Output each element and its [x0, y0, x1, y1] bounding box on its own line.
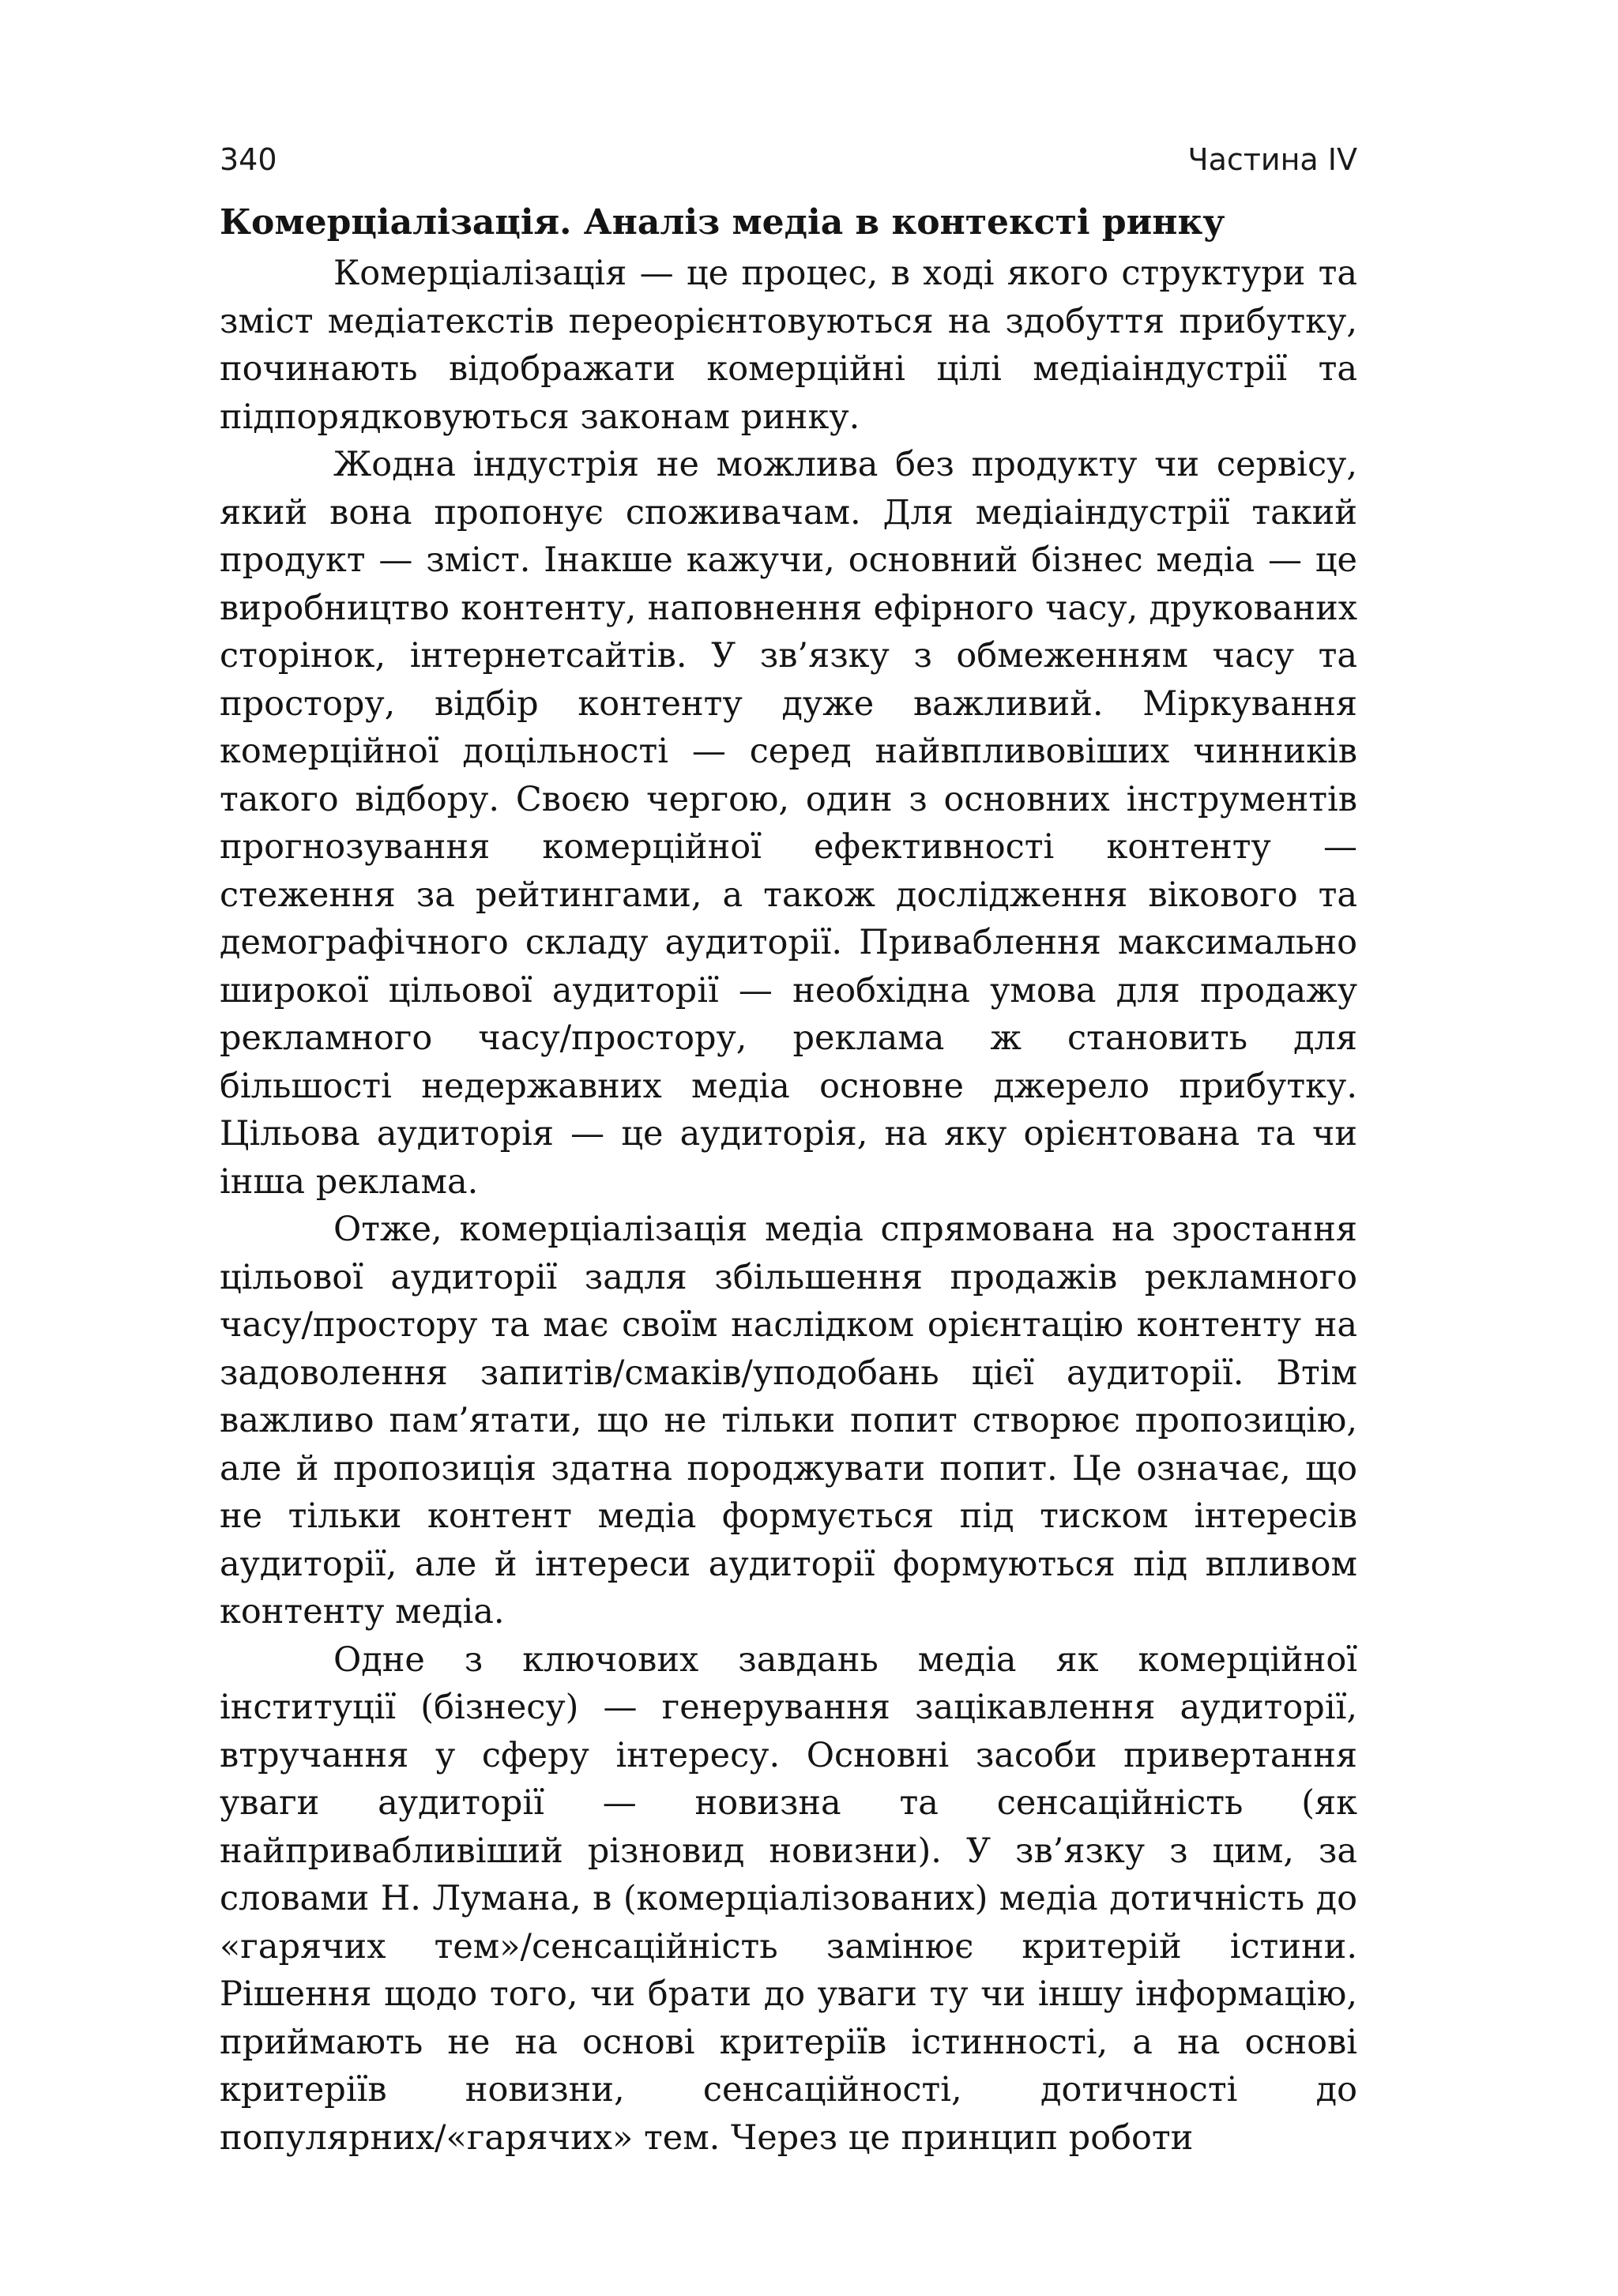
page-number: 340 [220, 142, 277, 177]
running-header [220, 142, 1357, 177]
section-title: Комерціалізація. Аналіз медіа в контексті ринку [220, 202, 1225, 243]
body-paragraph-4: Одне з ключових завдань медіа як комерційної інституції (бізнесу) — генерування зацікавлення аудиторії, втручання у сферу інтересу. Основні засоби привертання уваги аудиторії — новизна та сенсаційність (як найпривабливіший різновид новизни). У зв’язку з цим, за словами Н. Лумана, в (комерціалізованих) медіа дотичність до «гарячих тем»/сенсаційність замінює критерій істини. Рішення щодо того, чи брати до уваги ту чи іншу інформацію, приймають не на основі критеріїв істинності, а на основі критеріїв новизни, сенсаційності, дотичності до популярних/«гарячих» тем. Через це принцип роботи [220, 1639, 1357, 2158]
body-paragraph-1: Комерціалізація — це процес, в ході якого структури та зміст медіатекстів переорієнтовуються на здобуття прибутку, починають відображати комерційні цілі медіаіндустрії та підпорядковуються законам ринку. [220, 254, 1357, 437]
body-paragraph-2: Жодна індустрія не можлива без продукту чи сервісу, який вона пропонує споживачам. Для медіаіндустрії такий продукт — зміст. Інакше кажучи, основний бізнес медіа — це виробництво контенту, наповнення ефірного часу, друкованих сторінок, інтернетсайтів. У зв’язку з обмеженням часу та простору, відбір контенту дуже важливий. Міркування комерційної доцільності — серед найвпливовіших чинників такого відбору. Своєю чергою, один з основних інструментів прогнозування комерційної ефективності контенту — стеження за рейтингами, а також дослідження вікового та демографічного складу аудиторії. Приваблення максимально широкої цільової аудиторії — необхідна умова для продажу рекламного часу/простору, реклама ж становить для більшості недержавних медіа основне джерело прибутку. Цільова аудиторія — це аудиторія, на яку орієнтована та чи інша реклама. [220, 445, 1357, 1202]
body-paragraph-3: Отже, комерціалізація медіа спрямована на зростання цільової аудиторії задля збільшення продажів рекламного часу/простору та має своїм наслідком орієнтацію контенту на задоволення запитів/смаків/уподобань цієї аудиторії. Втім важливо пам’ятати, що не тільки попит створює пропозицію, але й пропозиція здатна породжувати попит. Це означає, що не тільки контент медіа формується під тиском інтересів аудиторії, але й інтереси аудиторії формуються під впливом контенту медіа. [220, 1210, 1357, 1632]
book-page [220, 142, 1357, 2162]
part-label: Частина IV [1187, 142, 1357, 177]
